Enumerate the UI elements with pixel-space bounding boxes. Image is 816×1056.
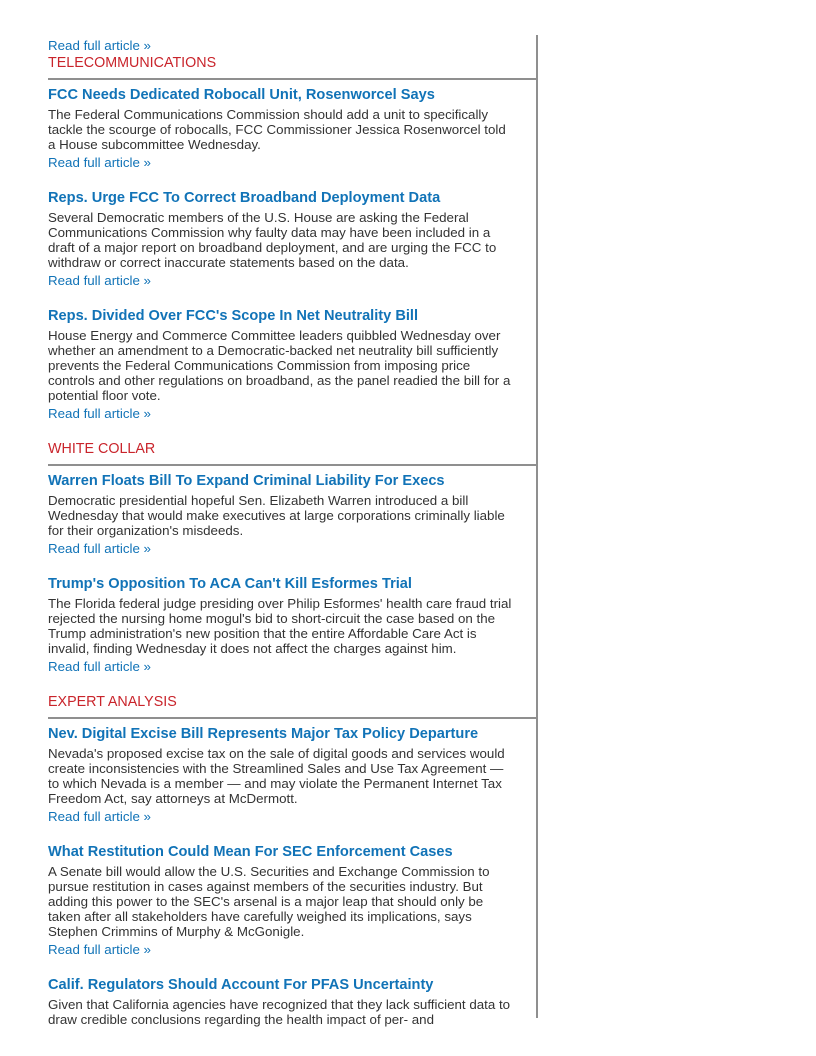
article-summary: Several Democratic members of the U.S. House are asking the Federal Communications Commission why faulty data may have been included in a draft of a major report on broadband deployment, and are urging the FCC to withdraw or correct inaccurate statements based on the data. <box>48 210 497 270</box>
read-full-article-link[interactable]: Read full article » <box>48 809 151 824</box>
article-headline-link[interactable]: FCC Needs Dedicated Robocall Unit, Rosenworcel Says <box>48 87 435 103</box>
newsletter-content-column <box>48 38 537 1045</box>
read-full-article-link[interactable]: Read full article » <box>48 942 151 957</box>
article <box>48 308 537 423</box>
section-telecommunications <box>48 55 537 423</box>
article-headline-link[interactable]: Trump's Opposition To ACA Can't Kill Esformes Trial <box>48 576 412 592</box>
section-title: WHITE COLLAR <box>48 441 156 457</box>
read-full-article-link[interactable]: Read full article » <box>48 155 151 170</box>
section-divider <box>48 78 537 80</box>
article-summary: Given that California agencies have recognized that they lack sufficient data to draw credible conclusions regarding the health impact of per- and <box>48 997 511 1027</box>
section-divider <box>48 464 537 466</box>
article-headline-link[interactable]: Reps. Divided Over FCC's Scope In Net Neutrality Bill <box>48 308 419 324</box>
read-full-article-link[interactable]: Read full article » <box>48 659 151 674</box>
article-headline-link[interactable]: Reps. Urge FCC To Correct Broadband Deployment Data <box>48 190 441 206</box>
article-summary: Nevada's proposed excise tax on the sale of digital goods and services would create inconsistencies with the Streamlined Sales and Use Tax Agreement — to which Nevada is a member — and may violate the Permanent Internet Tax Freedom Act, say attorneys at McDermott. <box>48 746 505 806</box>
article <box>48 87 537 172</box>
sections-container <box>48 55 537 1027</box>
read-full-article-link[interactable]: Read full article » <box>48 38 151 53</box>
article <box>48 726 537 826</box>
read-full-article-link[interactable]: Read full article » <box>48 406 151 421</box>
article <box>48 190 537 290</box>
article-headline-link[interactable]: What Restitution Could Mean For SEC Enforcement Cases <box>48 844 453 860</box>
article <box>48 473 537 558</box>
article <box>48 977 537 1027</box>
article-summary: The Federal Communications Commission should add a unit to specifically tackle the scourge of robocalls, FCC Commissioner Jessica Rosenworcel told a House subcommittee Wednesday. <box>48 107 506 152</box>
section-title: EXPERT ANALYSIS <box>48 694 177 710</box>
article-summary: The Florida federal judge presiding over Philip Esformes' health care fraud trial rejected the nursing home mogul's bid to short-circuit the case based on the Trump administration's new position that the entire Affordable Care Act is invalid, finding Wednesday it does not affect the charges against him. <box>48 596 512 656</box>
article-summary: House Energy and Commerce Committee leaders quibbled Wednesday over whether an amendment to a Democratic-backed net neutrality bill sufficiently prevents the Federal Communications Commission from imposing price controls and other regulations on broadband, as the panel readied the bill for a potential floor vote. <box>48 328 511 403</box>
section-expert-analysis <box>48 694 537 1027</box>
read-full-article-link[interactable]: Read full article » <box>48 541 151 556</box>
article-headline-link[interactable]: Nev. Digital Excise Bill Represents Major Tax Policy Departure <box>48 726 479 742</box>
article-summary: Democratic presidential hopeful Sen. Elizabeth Warren introduced a bill Wednesday that would make executives at large corporations criminally liable for their organization's misdeeds. <box>48 493 505 538</box>
article-headline-link[interactable]: Warren Floats Bill To Expand Criminal Liability For Execs <box>48 473 445 489</box>
section-white-collar <box>48 441 537 676</box>
read-full-article-link[interactable]: Read full article » <box>48 273 151 288</box>
article <box>48 844 537 959</box>
section-title: TELECOMMUNICATIONS <box>48 55 217 71</box>
section-divider <box>48 717 537 719</box>
continued-article-line <box>48 38 537 53</box>
article-headline-link[interactable]: Calif. Regulators Should Account For PFAS Uncertainty <box>48 977 434 993</box>
article-summary: A Senate bill would allow the U.S. Securities and Exchange Commission to pursue restitution in cases against members of the securities industry. But adding this power to the SEC's arsenal is a major leap that should only be taken after all stakeholders have carefully weighed its implications, says Stephen Crimmins of Murphy & McGonigle. <box>48 864 490 939</box>
article <box>48 576 537 676</box>
